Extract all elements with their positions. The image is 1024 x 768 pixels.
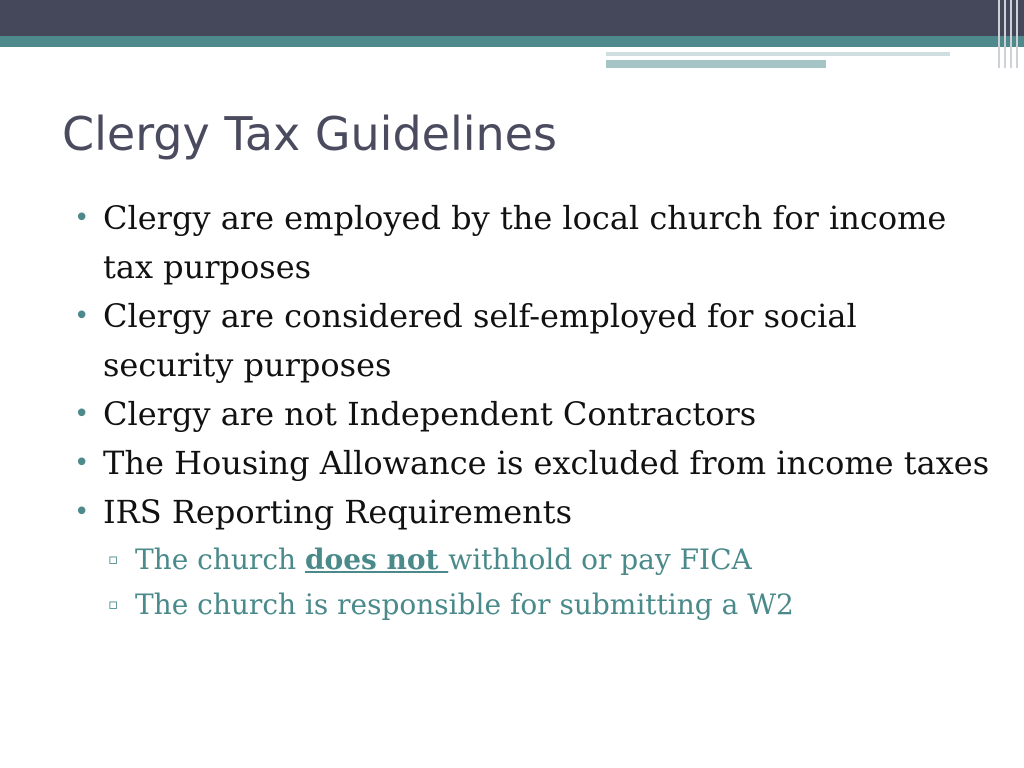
sub-bullet-item: [74, 582, 994, 627]
bullet-item: [74, 194, 994, 292]
bullet-text: Clergy are not Independent Contractors: [103, 395, 757, 433]
header-accent-line-lower: [606, 60, 826, 68]
bullet-marker: •: [74, 203, 90, 233]
bullet-item: [74, 488, 994, 537]
bullet-marker: •: [74, 301, 90, 331]
corner-stripes: [994, 0, 1024, 68]
sub-bullet-text-end: withhold or pay FICA: [448, 543, 752, 576]
bullet-text: Clergy are employed by the local church for income tax purposes: [103, 199, 947, 286]
emphasis-does-not: does not: [304, 543, 449, 576]
slide-title: Clergy Tax Guidelines: [62, 107, 557, 161]
bullet-marker: •: [74, 497, 90, 527]
sub-bullet-item: [74, 537, 994, 582]
header-band-teal: [0, 36, 1024, 47]
bullet-item: [74, 390, 994, 439]
sub-bullet-list: [74, 537, 994, 627]
bullet-text: The Housing Allowance is excluded from income taxes: [103, 444, 990, 482]
bullet-item: [74, 292, 994, 390]
bullet-item: [74, 439, 994, 488]
bullet-text: IRS Reporting Requirements: [103, 493, 573, 531]
bullet-text: Clergy are considered self-employed for social security purposes: [103, 297, 857, 384]
sub-bullet-text: The church is responsible for submitting a W2: [135, 588, 794, 621]
sub-bullet-text-start: The church: [135, 543, 305, 576]
slide-content: [74, 194, 994, 627]
bullet-marker: •: [74, 448, 90, 478]
sub-bullet-marker: ▫: [108, 550, 119, 568]
sub-bullet-marker: ▫: [108, 595, 119, 613]
header-band-dark: [0, 0, 1024, 36]
bullet-marker: •: [74, 399, 90, 429]
header-accent-line: [606, 52, 950, 56]
bullet-list: [74, 194, 994, 537]
